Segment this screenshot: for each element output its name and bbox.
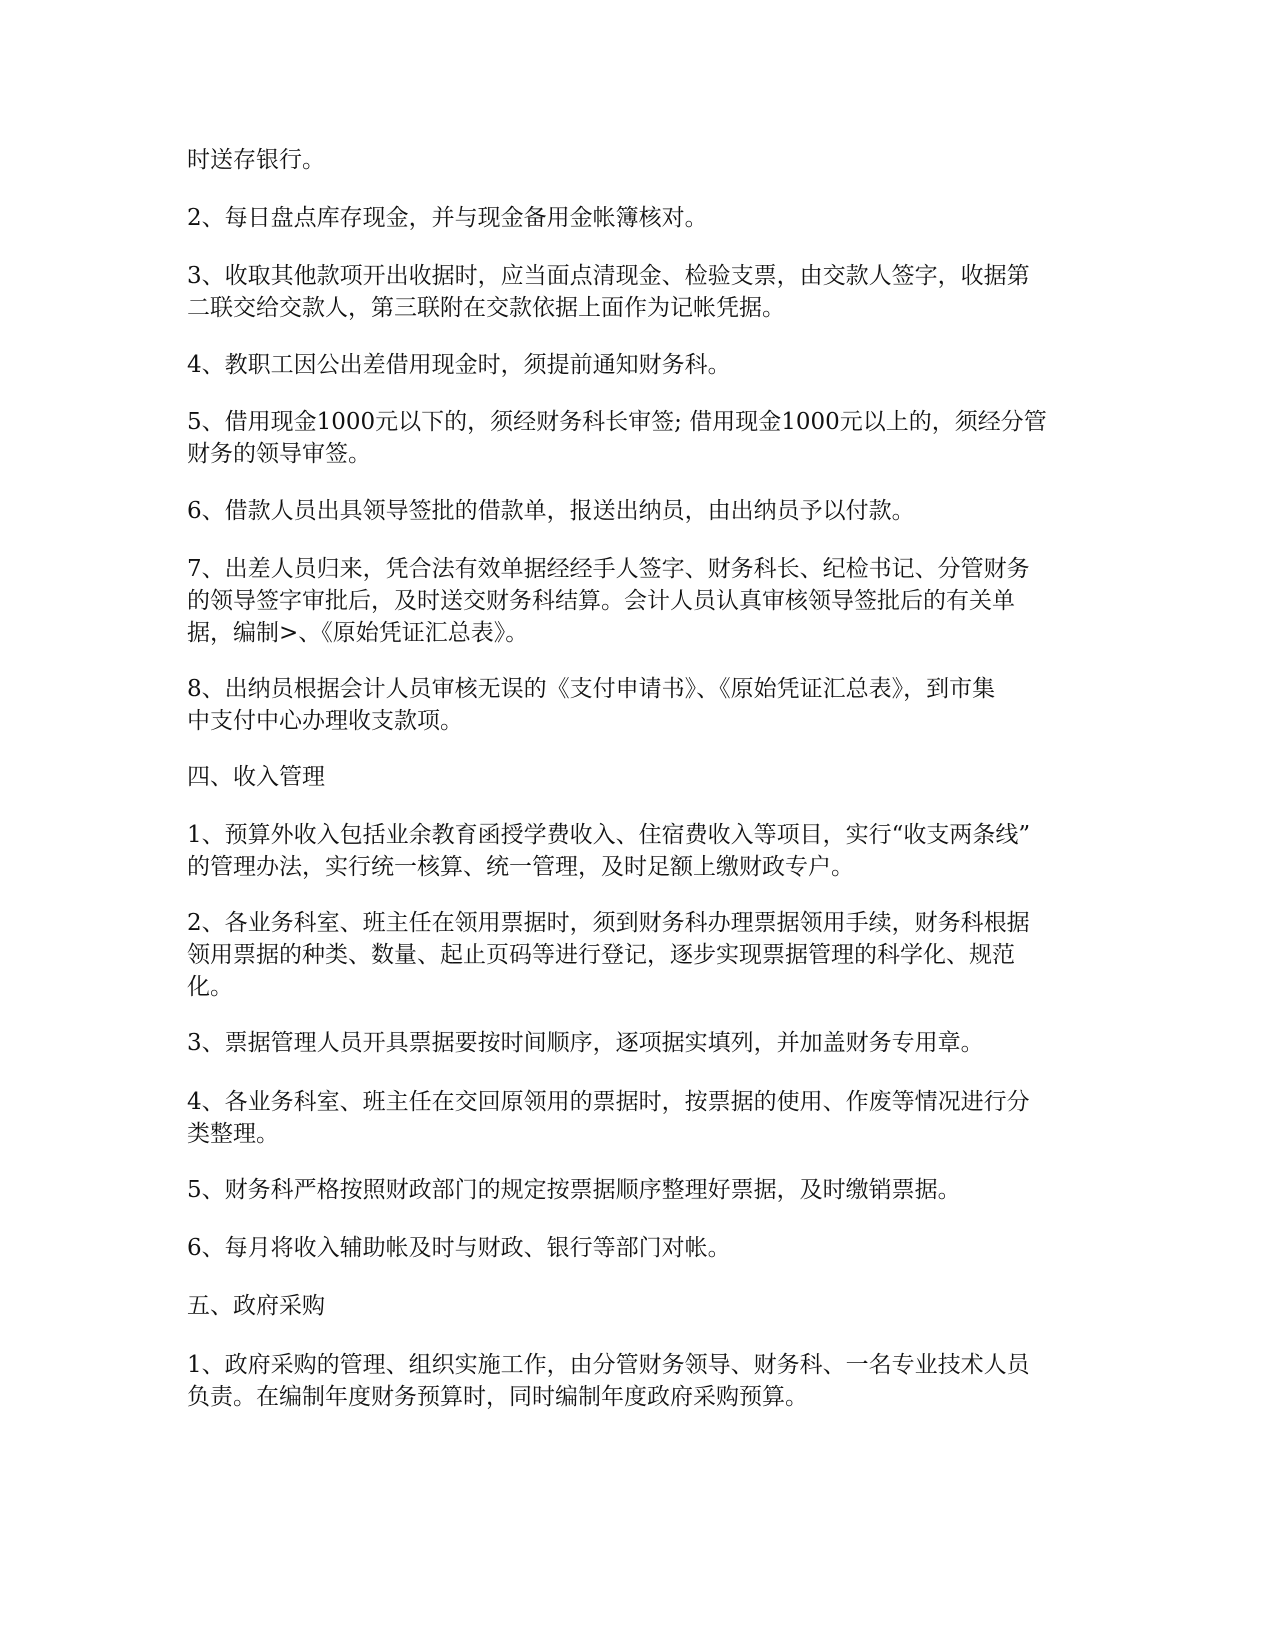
paragraph-item-7 bbox=[187, 553, 1087, 649]
text-line: 时送存银行。 bbox=[187, 147, 325, 173]
paragraph-income-6 bbox=[187, 1232, 1087, 1264]
text-line: 中支付中心办理收支款项。 bbox=[187, 708, 463, 734]
text-line: 5、借用现金1000元以下的，须经财务科长审签; 借用现金1000元以上的，须经分管 bbox=[187, 409, 1047, 435]
text-line: 4、教职工因公出差借用现金时，须提前通知财务科。 bbox=[187, 352, 731, 378]
text-line: 5、财务科严格按照财政部门的规定按票据顺序整理好票据，及时缴销票据。 bbox=[187, 1177, 961, 1203]
text-line: 1、预算外收入包括业余教育函授学费收入、住宿费收入等项目，实行“收支两条线” bbox=[187, 822, 1031, 848]
text-line: 领用票据的种类、数量、起止页码等进行登记，逐步实现票据管理的科学化、规范 bbox=[187, 942, 1015, 968]
paragraph-income-5 bbox=[187, 1174, 1087, 1206]
paragraph-income-2 bbox=[187, 907, 1087, 1003]
text-line: 6、每月将收入辅助帐及时与财政、银行等部门对帐。 bbox=[187, 1235, 731, 1261]
text-line: 据，编制>、《原始凭证汇总表》。 bbox=[187, 620, 529, 646]
text-line: 类整理。 bbox=[187, 1121, 279, 1147]
text-line: 4、各业务科室、班主任在交回原领用的票据时，按票据的使用、作废等情况进行分 bbox=[187, 1089, 1030, 1115]
text-line: 6、借款人员出具领导签批的借款单，报送出纳员，由出纳员予以付款。 bbox=[187, 498, 915, 524]
text-line: 二联交给交款人，第三联附在交款依据上面作为记帐凭据。 bbox=[187, 295, 785, 321]
text-line: 的领导签字审批后，及时送交财务科结算。会计人员认真审核领导签批后的有关单 bbox=[187, 588, 1015, 614]
text-line: 的管理办法，实行统一核算、统一管理，及时足额上缴财政专户。 bbox=[187, 854, 854, 880]
text-line: 3、收取其他款项开出收据时，应当面点清现金、检验支票，由交款人签字，收据第 bbox=[187, 263, 1030, 289]
paragraph-income-3 bbox=[187, 1027, 1087, 1059]
text-line: 化。 bbox=[187, 974, 233, 1000]
text-line: 8、出纳员根据会计人员审核无误的《支付申请书》、《原始凭证汇总表》，到市集 bbox=[187, 676, 996, 702]
paragraph-income-4 bbox=[187, 1086, 1087, 1150]
text-line: 1、政府采购的管理、组织实施工作，由分管财务领导、财务科、一名专业技术人员 bbox=[187, 1352, 1030, 1378]
text-line: 负责。在编制年度财务预算时，同时编制年度政府采购预算。 bbox=[187, 1384, 808, 1410]
paragraph-item-5 bbox=[187, 406, 1087, 470]
paragraph-item-2 bbox=[187, 202, 1087, 234]
paragraph-item-3 bbox=[187, 260, 1087, 324]
paragraph-item-8 bbox=[187, 673, 1087, 737]
text-line: 3、票据管理人员开具票据要按时间顺序，逐项据实填列，并加盖财务专用章。 bbox=[187, 1030, 984, 1056]
text-line: 四、收入管理 bbox=[187, 764, 325, 790]
text-line: 2、各业务科室、班主任在领用票据时，须到财务科办理票据领用手续，财务科根据 bbox=[187, 910, 1030, 936]
text-line: 财务的领导审签。 bbox=[187, 441, 371, 467]
text-line: 2、每日盘点库存现金，并与现金备用金帐簿核对。 bbox=[187, 205, 708, 231]
paragraph-income-1 bbox=[187, 819, 1087, 883]
section-heading-income-management bbox=[187, 761, 1087, 793]
text-line: 7、出差人员归来，凭合法有效单据经经手人签字、财务科长、纪检书记、分管财务 bbox=[187, 556, 1030, 582]
paragraph-item-4 bbox=[187, 349, 1087, 381]
paragraph-item-6 bbox=[187, 495, 1087, 527]
paragraph-procurement-1 bbox=[187, 1349, 1087, 1413]
paragraph-continuation bbox=[187, 144, 1087, 176]
section-heading-government-procurement bbox=[187, 1290, 1087, 1322]
text-line: 五、政府采购 bbox=[187, 1293, 325, 1319]
